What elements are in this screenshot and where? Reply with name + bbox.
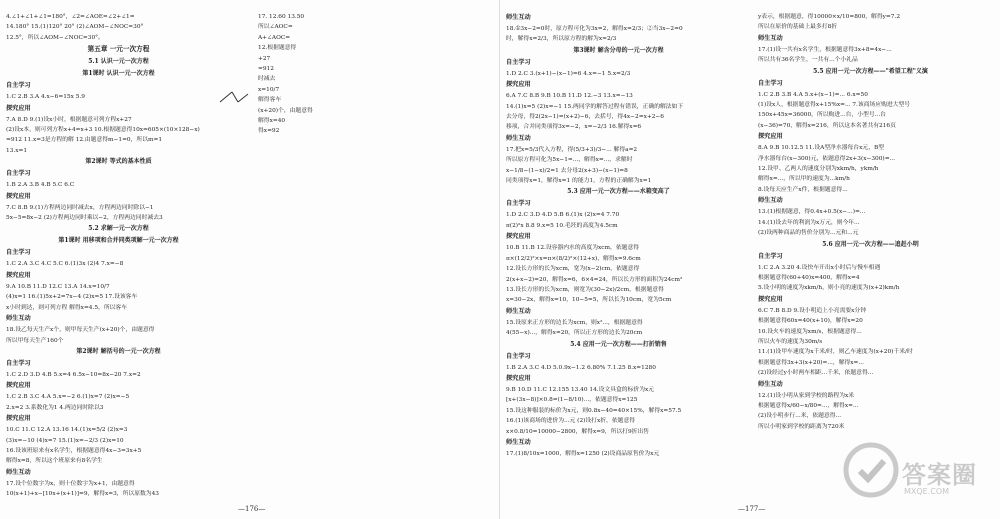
text-line: 1.C 2.A 3.C 4.C 5.C 6.(1)3x (2)4 7.x=−8 <box>6 261 124 268</box>
text-line: 2.x=2 3.系数化为1 4.两边同时除以3 <box>6 404 104 411</box>
page-number: —176— <box>238 505 266 513</box>
text-line: (4)x=1 16.(1)5x+2=7x−4 (2)x=5 17.设该客车 <box>6 294 138 301</box>
text-line: 10.C 11.C 12.A 13.16 14.(1)x=5/2 (2)x=3 <box>6 427 128 434</box>
left-page-column-2 <box>258 12 483 137</box>
text-line: 自主学习 <box>758 79 783 87</box>
text-line: 师生互动 <box>758 34 783 42</box>
text-line: 5.2 求解一元一次方程 <box>88 225 149 233</box>
text-line: 师生互动 <box>506 14 531 21</box>
text-line: x×0.8/10=10000−2800，解得x=9，所以打9折出售 <box>506 428 650 435</box>
watermark-subtext: MXQE.COM <box>904 487 950 496</box>
text-line: 5x−5=8x−2 (2)方程两边同时乘以−2，方程两边同时减去3 <box>6 215 163 222</box>
text-line: 17. 12.60 13.50 <box>258 14 305 20</box>
text-line: 第1课时 认识一元一次方程 <box>82 70 155 78</box>
text-line: (3)x=−10 (4)x=7 15.(1)x=−2/3 (2)x=10 <box>6 437 124 444</box>
text-line: 时，解得x=2/3，所以原方程的解为x=2/3 <box>506 36 617 43</box>
watermark-text: 答案圈 <box>902 461 977 489</box>
text-line: 12.5°，所以∠AOM−∠NOC=30°。 <box>6 34 104 41</box>
text-line: 净水器每台(x−300)元，依题意得2x+3(x−300)=... <box>758 155 896 162</box>
text-line: 8.设每天应生产x件，根据题意得... <box>758 186 848 193</box>
text-line: 18.设乙每天生产x个，则甲每天生产(x+20)个，由题意得 <box>6 327 155 334</box>
text-line: 所以小明家到学校的距离为720米 <box>758 423 845 430</box>
text-line: 第五章 一元一次方程 <box>87 45 150 54</box>
text-line: 解得x=8，所以这个班原来有8名学生 <box>6 458 103 465</box>
text-line: 探究应用 <box>6 104 31 112</box>
text-line: 12.根据题意得 <box>258 45 297 52</box>
text-line: (1)设x人，根据题意得x+15%x=... 7.该商场应购进大型号 <box>758 102 911 109</box>
text-line: 所以∠AOC= <box>258 24 293 31</box>
text-line: 所以原方程可化为5x−1=...，解得x=...，求解时 <box>506 157 633 164</box>
text-line: x−1/8−(1−x)/2=1 去分母2(x+3)−(x−1)=8 <box>506 167 628 174</box>
angle-figure-icon <box>218 90 258 104</box>
text-line: [x+(3x−8)]×0.8=(1−8/10)...，依题意得x=125 <box>506 397 638 404</box>
text-line: 所以共有36名学生，一共有...个小礼品 <box>758 57 858 64</box>
text-line: 1.C 2.B 3.B 4.A 5.x+(x−1)=... 6.x=50 <box>758 91 868 98</box>
text-line: 2(x+x−2)=20，解得x=6，6×4=24，所以长方形的面积为24cm² <box>506 276 683 283</box>
text-line: 17.(1)设一共有x名学生，根据题意得3x+8=4x−... <box>758 46 892 53</box>
text-line: (x−36)=70，解得x=216，所以这本名著共有216页 <box>758 122 896 129</box>
text-line: 17.(1)8/10x=1000，解得x=1250 (2)设商品原售价为x元 <box>506 450 660 457</box>
text-line: (x+20)个，由题意得 <box>258 107 313 114</box>
right-page <box>500 0 1000 519</box>
text-line: 师生互动 <box>758 197 783 205</box>
text-line: 探究应用 <box>506 374 531 382</box>
text-line: 师生互动 <box>506 307 531 315</box>
text-line: 探究应用 <box>506 81 531 89</box>
text-line: 自主学习 <box>6 359 31 367</box>
text-line: 1.C 2.A 3.20 4.设快车开出x小时后与慢车相遇 <box>758 264 881 271</box>
text-line: 师生互动 <box>758 380 783 388</box>
text-line: 根据题意得60x=40(x+10)，解得x=20 <box>758 318 863 325</box>
text-line: 解得客车 <box>258 97 282 104</box>
text-line: 所以在原价的基础上最多打8折 <box>758 24 838 31</box>
text-line: π×(12/2)²×x=π×(8/2)²×(12+x)，解得x=9.6cm <box>506 255 641 262</box>
right-page-column-1 <box>506 12 731 459</box>
text-line: =912 <box>258 66 274 73</box>
text-line: x小时到达，则可列方程 解得x=4.5，所以客车 <box>6 304 128 311</box>
text-line: 根据题意得x/60−x/80=...，解得x=... <box>758 402 859 409</box>
text-line: x=10/7 <box>258 86 280 93</box>
text-line: 移项，合并同类项得3x=−2，x=−2/3 16.解得x=6 <box>506 124 642 131</box>
text-line: 探究应用 <box>758 295 783 303</box>
text-line: 11.(1)设甲车速度为x千米/时，则乙车速度为(x+20)千米/时 <box>758 349 913 356</box>
text-line: (2)设两种商品的售价分别为...元和...元 <box>758 230 859 237</box>
text-line: 得x=92 <box>258 128 280 135</box>
text-line: 师生互动 <box>6 315 31 323</box>
text-line: =912 11.x=3是方程的解 12.由题意得m−1=0，所以m=1 <box>6 137 163 144</box>
text-line: 第3课时 解含分母的一元一次方程 <box>573 46 664 54</box>
text-line: 第1课时 用移项和合并同类项解一元一次方程 <box>58 237 179 245</box>
text-line: +27 <box>258 55 271 62</box>
text-line: 自主学习 <box>6 82 31 90</box>
text-line: π(2)²x 8.8 9.x=5 10.毛坯的高度为4.5cm <box>506 222 618 229</box>
text-line: 13.设长方形的长为xcm，则宽为(30−2x)/2cm，根据题意得 <box>506 286 664 293</box>
text-line: 自主学习 <box>506 352 531 360</box>
text-line: 1.C 2.B 3.C 4.A 5.x=−2 6.(1)x=7 (2)x=−5 <box>6 394 130 401</box>
watermark-logo-icon <box>842 441 900 499</box>
text-line: x=30−2x，解得x=10，10−5=5，所以长为10cm，宽为5cm <box>506 297 672 304</box>
right-page-column-2 <box>758 12 983 432</box>
text-line: 所以火车的速度为30m/s <box>758 338 823 345</box>
text-line: 第2课时 等式的基本性质 <box>85 158 152 166</box>
text-line: 14.180° 15.(1)120° 20° (2)∠AOM−∠NOC=30° <box>6 24 144 31</box>
text-line: 10(x+1)+x−[10x+(x+1)]=9，解得x=3，所以原数为43 <box>6 491 159 498</box>
text-line: 8.A 9.B 10.12.5 11.设A型净水器每台x元，B型 <box>758 145 885 152</box>
text-line: 12.设长方形的长为xcm，宽为(x−2)cm，依题意得 <box>506 266 640 273</box>
text-line: 自主学习 <box>6 170 31 178</box>
watermark <box>842 441 992 511</box>
text-line: 5.设小明的速度为xkm/h，则小亮的速度为(x+2)km/h <box>758 285 900 292</box>
text-line: 150x+45x=36000，所以购进...台，小型号...台 <box>758 112 886 119</box>
text-line: 6.C 7.B 8.D 9.设小明追上小亮需要x分钟 <box>758 307 867 314</box>
text-line: 13.(1)根据题意，得0.4x+0.5(x−...)=... <box>758 209 866 216</box>
text-line: 17.把x=5/3代入方程，得(5/3+3)/3−... 解得a=2 <box>506 146 638 153</box>
text-line: 5.3 应用一元一次方程——水箱变高了 <box>567 188 670 196</box>
text-line: 师生互动 <box>6 468 31 476</box>
text-line: 第2课时 解括号的一元一次方程 <box>76 347 161 355</box>
text-line: (2)设x本，则可列方程x+4=x+3 10.根据题意得10x=605×(10×128−x) <box>6 127 200 134</box>
text-line: 解得x=40 <box>258 118 286 125</box>
text-line: 解得x=...，所以甲的速度为...km/h <box>758 176 850 183</box>
text-line: 14.(1)x=5 (2)x=−1 15.两同学的解答过程有错误，正确的解法如下 <box>506 103 684 110</box>
text-line: 10.B 11.B 12.设容器内水的高度为xcm，依题意得 <box>506 245 640 252</box>
text-line: A+∠AOC= <box>258 34 291 41</box>
text-line: 所以甲每天生产160个 <box>6 337 64 344</box>
text-line: 5.6 应用一元一次方程——追赶小明 <box>822 240 919 248</box>
text-line: 根据题意得(60+40)x=400，解得x=4 <box>758 274 860 281</box>
text-line: 12.设甲、乙两人的速度分别为xkm/h，ykm/h <box>758 166 879 173</box>
text-line: 探究应用 <box>758 133 783 141</box>
text-line: 自主学习 <box>6 249 31 257</box>
text-line: 同类项得x=1，解得x=1 的能力1，方程的正确解为x=1 <box>506 178 652 185</box>
text-line: 探究应用 <box>6 382 31 390</box>
text-line: 7.C 8.B 9.(1)方程两边同时减去x，方程两边同时除以−1 <box>6 204 154 211</box>
text-line: 师生互动 <box>506 438 531 446</box>
text-line: 4.∠1+∠1+∠1=180°，∠2=∠AOE=∠2+∠1= <box>6 14 135 20</box>
text-line: 9.A 10.B 11.D 12.C 13.A 14.x=10/7 <box>6 283 110 290</box>
text-line: 探究应用 <box>506 233 531 241</box>
text-line: 7.A 8.D 9.(1)设x小时，根据题意可列方程x+27 <box>6 116 132 123</box>
text-line: 自主学习 <box>758 252 783 260</box>
text-line: 1.C 2.D 3.D 4.B 5.x=4 6.5x−10=8x−20 7.x=2 <box>6 371 141 378</box>
text-line: 自主学习 <box>506 200 531 208</box>
text-line: 12.(1)设小明从家到学校的路程为x米 <box>758 392 855 399</box>
text-line: 去分母，得2(2x−1)=(x+2)−6，去括号，得4x−2=x+2−6 <box>506 114 664 121</box>
text-line: 时减去 <box>258 76 276 83</box>
text-line: 1.B 2.A 3.B 4.B 5.C 6.C <box>6 182 75 189</box>
text-line: 10.设火车的速度为xm/s，根据题意得... <box>758 328 862 335</box>
text-line: 自主学习 <box>506 58 531 66</box>
text-line: 根据题意得3x+3(x+20)=...，解得x=... <box>758 359 864 366</box>
text-line: (2)设经过y小时两车相距...千米，依题意得... <box>758 370 874 377</box>
text-line: 9.B 10.D 11.C 12.155 13.40 14.设文具盒的标价为x元 <box>506 386 655 393</box>
text-line: 15.设原来正方形的边长为xcm，则x²...，根据题意得 <box>506 319 643 326</box>
text-line: 4(55−x)...，解得x=20，所以正方形的边长为20cm <box>506 330 643 337</box>
page-number: —177— <box>738 505 766 513</box>
text-line: 5.4 应用一元一次方程——打折销售 <box>570 340 667 348</box>
text-line: 17.设个位数字为x，则十位数字为x+1，由题意得 <box>6 480 135 487</box>
text-line: 18.①3x−2=0时，原方程可化为3x=2，解得x=2/3；②当3x−2=0 <box>506 26 683 32</box>
text-line: 探究应用 <box>6 415 31 423</box>
text-line: 1.D 2.C 3.(x+1)−(x−1)=6 4.x=−1 5.x=2/3 <box>506 70 631 77</box>
text-line: 16.(1)该商场的进价为...元 (2)设打x折，依题意得 <box>506 418 636 425</box>
text-line: 15.设这种服装的标价为x元，则0.8x−40=40×15%，解得x=57.5 <box>506 407 682 414</box>
text-line: 16.设该班原来有x名学生，根据题意得4x−3=3x+5 <box>6 447 142 454</box>
text-line: 13.x=1 <box>6 147 28 154</box>
text-line: 14.(1)设去年的利润为x万元，则今年... <box>758 219 860 226</box>
text-line: 5.5 应用一元一次方程——"希望工程"义演 <box>813 67 928 75</box>
text-line: 6.A 7.C 8.B 9.B 10.B 11.D 12.−3 13.x=−13 <box>506 93 633 100</box>
text-line: 5.1 认识一元一次方程 <box>88 58 149 66</box>
left-page-column-1 <box>6 12 231 500</box>
text-line: (2)设小明步行...米，依题意得... <box>758 413 842 420</box>
text-line: 1.D 2.C 3.D 4.D 5.B 6.(1)x (2)x=4 7.70 <box>506 212 620 219</box>
text-line: 1.B 2.A 3.C 4.D 5.0.9x−1.2 6.80% 7.1.25 8.x=1280 <box>506 364 656 371</box>
text-line: 师生互动 <box>506 134 531 142</box>
text-line: y表示，根据题意，得10000×x/10=800，解得y=7.2 <box>758 14 901 20</box>
text-line: 1.C 2.B 3.A 4.x−6=15x 5.9 <box>6 94 85 101</box>
text-line: 探究应用 <box>6 192 31 200</box>
text-line: 探究应用 <box>6 271 31 279</box>
